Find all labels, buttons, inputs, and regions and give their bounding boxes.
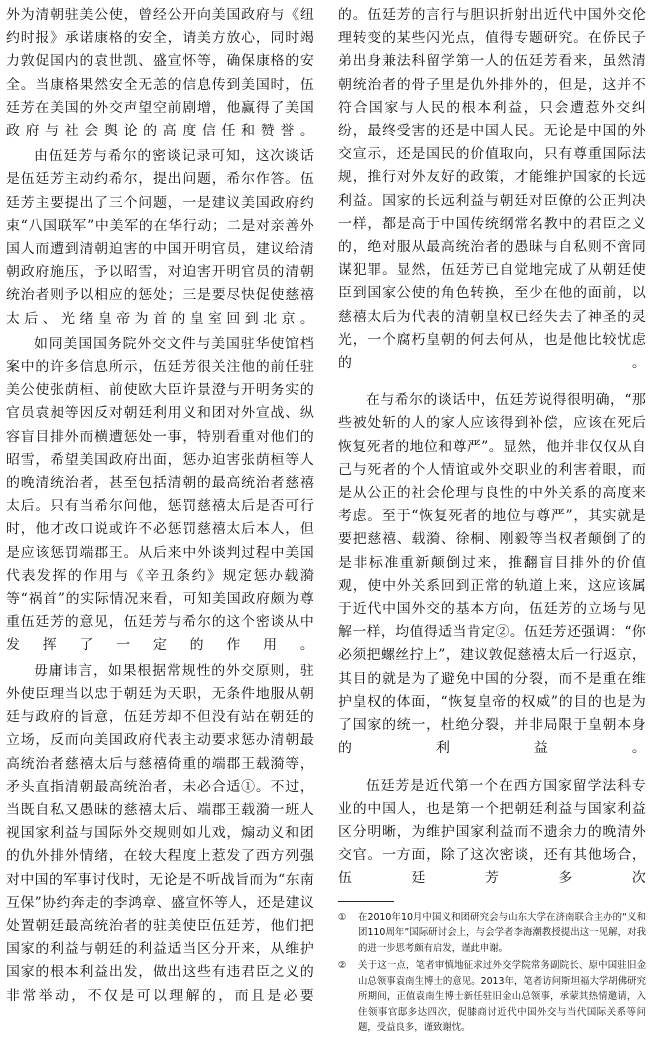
paragraph-left-1: 外为清朝驻美公使，曾经公开向美国政府与《纽约时报》承诺康格的安全，请美方放心，同时竭力敦促国内的袁世凯、盛宣怀等，确保康格的安全。当康格果然安全无恙的信息传到美国时，伍廷芳在美国的外交声望空前剧增，他赢得了美国政府与社会舆论的高度信任和赞誉。 (6, 7, 314, 140)
footnote-1-text: 在2010年10月中国义和团研究会与山东大学在济南联合主办的“义和团110周年”国际研讨会上，与会学者李海潮教授提出这一见解，对我的进一步思考颇有启发，谨此申谢。 (358, 911, 646, 954)
paragraph-left-4: 毋庸讳言，如果根据常规性的外交原则，驻外使臣理当以忠于朝廷为天职，无条件地服从朝廷与政府的旨意，伍廷芳却不但没有站在朝廷的立场，反而向美国政府代表主动要求惩办清朝最高统治者慈禧太后与慈禧倚重的端郡王载漪等，矛头直指清朝最高统治者，未必合适①。不过，当既自私又愚昧的慈禧太后、端郡王载漪一班人视国家利益与国际外交规则如儿戏，煽动义和团的仇外排外情绪，在较大程度上惹发了西方列强对中国的军事讨伐时，无论是不听战旨而为“东南互保”协约奔走的李鸿章、盛宣怀等人，还是建议处置朝廷最高统治者的驻美使臣伍廷芳，他们把国家的利益与朝廷的利益适当区分开来，从维护国家的根本利益出发，做出这些有违君臣之义的非常举动，不仅是可以理解的，而且是必要 (6, 662, 314, 1004)
footnote-1 (338, 910, 646, 957)
footnote-2-text: 关于这一点，笔者审慎地征求过外交学院常务副院长、原中国驻旧金山总领事袁南生博士的意见。2013年，笔者访问斯坦福大学胡佛研究所期间，正值袁南生博士新任驻旧金山总领事，承蒙其热情邀请，入住领事官邸多达四次，促膝商讨近代中国外交与当代国际关系等问题，受益良多，谨致谢忱。 (358, 960, 646, 1034)
paragraph-right-1: 的。伍廷芳的言行与胆识折射出近代中国外交伦理转变的某些闪光点，值得专题研究。在侨民子弟出身兼法科留学第一人的伍廷芳看来，虽然清朝统治者的骨子里是仇外排外的，但是，这并不符合国家与人民的根本利益，只会遭惹外交纠纷，最终受害的还是中国人民。无论是中国的外交宣示，还是国民的价值取向，只有尊重国际法规，推行对外友好的政策，才能维护国家的长远利益。国家的长远利益与朝廷对臣僚的公正判决一样，都是高于中国传统纲常名教中的君臣之义的，绝对服从最高统治者的愚昧与自私则不啻同谋犯罪。显然，伍廷芳已自觉地完成了从朝廷使臣到国家公使的角色转换，至少在他的面前，以慈禧太后为代表的清朝皇权已经失去了神圣的灵光，一个腐朽皇朝的何去何从，也是他比较忧虑的。 (338, 7, 646, 372)
footnote-2 (338, 958, 646, 1036)
footnote-2-mark: ② (338, 960, 347, 972)
right-column (338, 4, 646, 1038)
paragraph-left-3: 如同美国国务院外交文件与美国驻华使馆档案中的许多信息所示，伍廷芳很关注他的前任驻美公使张荫桓、前使欧大臣许景澄与开明务实的官员袁昶等因反对朝廷利用义和团对外宣战、纵容盲目排外而横遭惩处一事，特别看重对他们的昭雪，希望美国政府出面，惩办迫害张荫桓等人的晚清统治者，甚至包括清朝的最高统治者慈禧太后。只有当希尔问他，惩罚慈禧太后是否可行时，他才改口说或许不必惩罚慈禧太后本人，但是应该惩罚端郡王。从后来中外谈判过程中美国代表发挥的作用与《辛丑条约》规定惩办载漪等“祸首”的实际情况来看，可知美国政府颇为尊重伍廷芳的意见，伍廷芳与希尔的这个密谈从中发挥了一定的作用。 (6, 335, 314, 654)
footnote-1-mark: ① (338, 911, 347, 923)
paragraph-right-2: 在与希尔的谈话中，伍廷芳说得很明确，“那些被处斩的人的家人应该得到补偿，应该在死后恢复死者的地位和尊严”。显然，他并非仅仅从自己与死者的个人情谊或外交职业的利害着眼，而是从公正的社会伦理与良性的中外关系的高度来考虑。至于“恢复死者的地位与尊严”，其实就是要把慈禧、载漪、徐桐、刚毅等当权者颠倒了的是非标准重新颠倒过来，推翻盲目排外的价值观，使中外关系回到正常的轨道上来，这应该属于近代中国外交的基本方向，伍廷芳的立场与见解一样，均值得适当肯定②。伍廷芳还强调：“你必须把螺丝拧上”，建议敦促慈禧太后一行返京，其目的就是为了避免中国的分裂，而不是重在维护皇权的体面，“恢复皇帝的权威”的目的也是为了国家的统一，杜绝分裂，并非局限于皇朝本身的利益。 (338, 392, 646, 757)
paragraph-left-2: 由伍廷芳与希尔的密谈记录可知，这次谈话是伍廷芳主动约希尔，提出问题，希尔作答。伍廷芳主要提出了三个问题，一是建议美国政府约束“八国联军”中美军的在华行动；二是对亲善外国人而遭到清朝迫害的中国开明官员，建议给清朝政府施压，予以昭雪，对迫害开明官员的清朝统治者则予以相应的惩处；三是要尽快促使慈禧太后、光绪皇帝为首的皇室回到北京。 (6, 148, 314, 327)
footnote-divider (338, 901, 394, 902)
paragraph-right-3: 伍廷芳是近代第一个在西方国家留学法科专业的中国人，也是第一个把朝廷利益与国家利益区分明晰，为维护国家利益而不遗余力的晚清外交官。一方面，除了这次密谈，还有其他场合，伍廷芳多次 (338, 777, 646, 887)
left-column (6, 4, 314, 1010)
